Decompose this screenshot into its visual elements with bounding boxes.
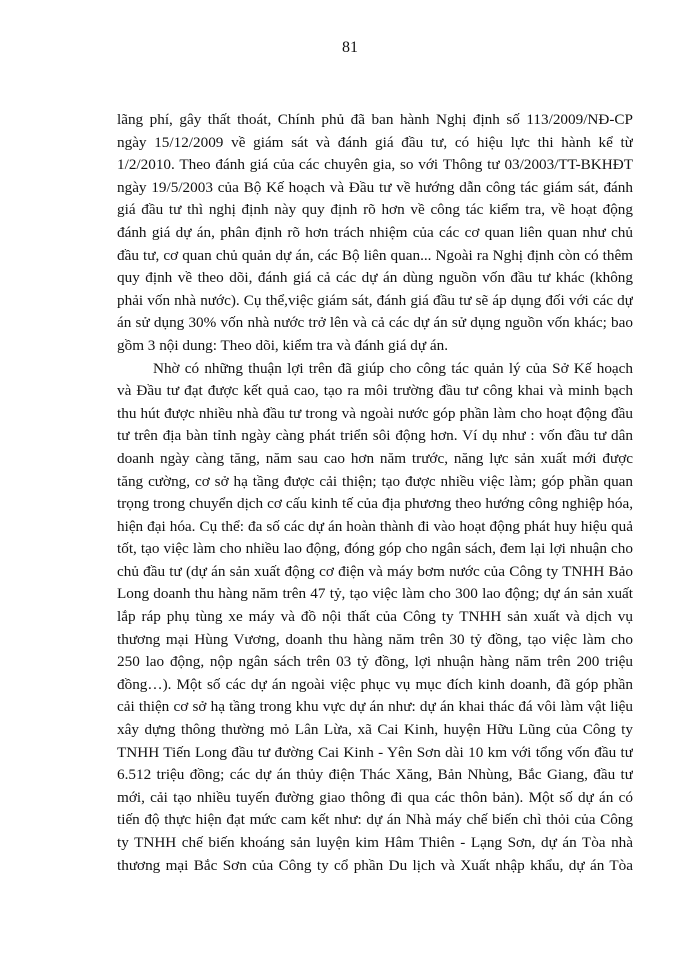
text-line: ty TNHH chế biến khoáng sản luyện kim Hâm Thiên - Lạng Sơn, dự án Tòa nhà — [117, 834, 633, 851]
text-line: án sử dụng 30% vốn nhà nước trở lên và cả các dự án sử dụng nguồn vốn khác; bao — [117, 314, 633, 332]
text-line: tiến độ thực hiện đạt mức cam kết như: dự án Nhà máy chế biến chì thỏi của Công — [117, 811, 633, 829]
text-line: thu hút được nhiều nhà đầu tư trong và ngoài nước góp phần làm cho hoạt động đầu — [117, 404, 633, 422]
text-line: chủ đầu tư (dự án sản xuất động cơ điện và máy bơm nước của Công ty TNHH Bảo — [117, 562, 633, 580]
text-line: phải vốn nhà nước). Cụ thể,việc giám sát, đánh giá đầu tư sẽ áp dụng đối với các dự — [117, 291, 633, 309]
text-line: TNHH Tiến Long đầu tư đường Cai Kinh - Yên Sơn dài 10 km với tổng vốn đầu tư — [117, 743, 633, 761]
text-line: 6.512 triệu đồng; các dự án thủy điện Thác Xăng, Bản Nhùng, Bắc Giang, đầu tư — [117, 766, 633, 784]
text-line: 250 lao động, nộp ngân sách trên 03 tỷ đồng, lợi nhuận hàng năm trên 200 triệu — [117, 653, 633, 671]
text-line: thương mại Hùng Vương, doanh thu hàng năm trên 30 tỷ đồng, tạo việc làm cho — [117, 630, 633, 648]
text-line: đánh giá dự án, phân định rõ hơn trách nhiệm của các cơ quan liên quan như chủ — [117, 223, 633, 241]
text-line: trọng trong chuyển dịch cơ cấu kinh tế của địa phương theo hướng công nghiệp hóa, — [117, 495, 633, 513]
text-line: doanh ngày càng tăng, năm sau cao hơn năm trước, năng lực sản xuất mới được — [117, 449, 633, 467]
text-line: lắp ráp phụ tùng xe máy và đồ nội thất của Công ty TNHH sản xuất và dịch vụ — [117, 608, 633, 626]
paragraph-1 — [117, 109, 633, 358]
text-line: mới, cải tạo nhiều tuyến đường giao thông đi qua các thôn bản). Một số dự án có — [117, 788, 633, 806]
page-number: 81 — [342, 39, 358, 56]
text-line: lãng phí, gây thất thoát, Chính phủ đã ban hành Nghị định số 113/2009/NĐ-CP — [117, 111, 633, 128]
text-line: ngày 19/5/2003 của Bộ Kế hoạch và Đầu tư về hướng dẫn công tác giám sát, đánh — [117, 178, 633, 196]
text-line: giá đầu tư thì nghị định này quy định rõ hơn về công tác kiểm tra, về hoạt động — [117, 201, 633, 219]
text-line: xây dựng thông thường mỏ Lân Lừa, xã Cai Kinh, huyện Hữu Lũng của Công ty — [117, 721, 633, 739]
paragraph-2 — [117, 358, 633, 878]
text-line: tăng cường, cơ sở hạ tầng được cải thiện; tạo được nhiều việc làm; góp phần quan — [117, 472, 633, 490]
text-line: Nhờ có những thuận lợi trên đã giúp cho công tác quản lý của Sở Kế hoạch — [153, 359, 633, 377]
text-line: cải thiện cơ sở hạ tầng trong khu vực dự án như: dự án khai thác đá vôi làm vật liệu — [117, 698, 633, 716]
text-line: quy định về theo dõi, đánh giá cả các dự án dùng nguồn vốn đầu tư khác (không — [117, 269, 633, 287]
text-line: tư trên địa bàn tỉnh ngày càng phát triển sôi động hơn. Ví dụ như : vốn đầu tư dân — [117, 427, 633, 445]
text-line: Long doanh thu hàng năm trên 47 tỷ, tạo việc làm cho 300 lao động; dự án sản xuất — [117, 585, 633, 603]
text-line: ngày 15/12/2009 về giám sát và đánh giá đầu tư, có hiệu lực thi hành kể từ — [117, 133, 633, 151]
text-line: đồng…). Một số các dự án ngoài việc phục vụ mục đích kinh doanh, đã góp phần — [117, 675, 633, 693]
text-line: và Đầu tư đạt được kết quả cao, tạo ra môi trường đầu tư công khai và minh bạch — [117, 382, 633, 400]
text-line: thương mại Bắc Sơn của Công ty cổ phần Du lịch và Xuất nhập khẩu, dự án Tòa — [117, 856, 633, 874]
text-line: gồm 3 nội dung: Theo dõi, kiểm tra và đánh giá dự án. — [117, 336, 449, 354]
text-line: 1/2/2010. Theo đánh giá của các chuyên gia, so với Thông tư 03/2003/TT-BKHĐT — [117, 156, 633, 174]
text-line: đầu tư, cơ quan chủ quản dự án, các Bộ liên quan... Ngoài ra Nghị định còn có thêm — [117, 246, 633, 264]
body-text — [117, 109, 633, 877]
text-line: hiện đại hóa. Cụ thể: đa số các dự án hoàn thành đi vào hoạt động phát huy hiệu quả — [117, 517, 633, 535]
text-line: tốt, tạo việc làm cho nhiều lao động, đóng góp cho ngân sách, đem lại lợi nhuận cho — [117, 540, 633, 558]
